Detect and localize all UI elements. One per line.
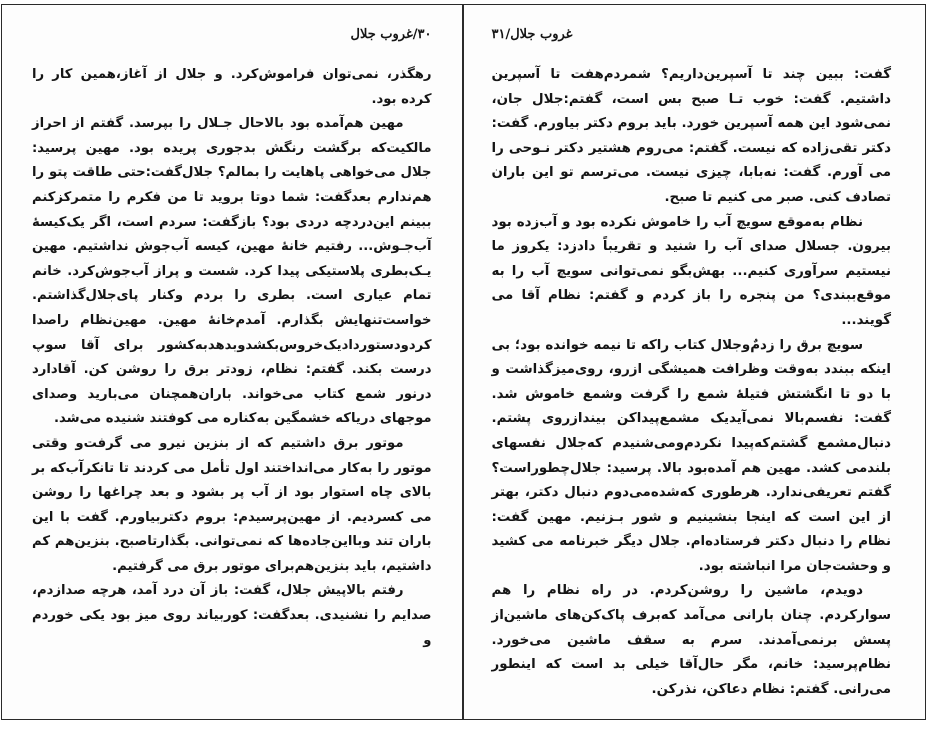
left-page-header: ۳۰/غروب جلال xyxy=(350,27,432,42)
left-paragraph-2: مهین هم‌آمده بود بالاحال جـلال را بپرسد. گفتم از احراز مالکیت‌که برگشت رنگش بدجوری پریده بود. مهین پرسید: جلال می‌خواهی پاهایت را بمالم؟ جلال‌گفت:حتی طاقت پتو را هم‌ندارم بعدگفت: شما دوتا بروید تا من فکرم را متمرکزکنم ببینم این‌دردچه دردی بود؟ بازگفت: سردم است، اگر یک‌کیسهٔ آب‌جـوش... رفتیم خانهٔ مهین، کیسه آب‌جوش نداشتیم. مهین یـک‌بطری پلاستیکی پیدا کرد. شست و پراز آب‌جوش‌کرد. خانم تمام عیاری است. بطری را بردم وکنار پای‌جلال‌گذاشتم. خواست‌تنهایش بگذارم. آمدم‌خانهٔ مهین. مهین‌نظام راصدا کردودستورداد‌یک‌خروس‌بکشدوبدهدبه‌کشور برای آقا سوپ درست بکند. گفتم: نظام، زودتر برق را روشن کن. آقادارد درنور شمع کتاب می‌خواند. باران‌همچنان می‌بارید وصدای موجهای دریاکه خشمگین به‌کناره می کوفتند شنیده می‌شد. xyxy=(32,116,432,427)
right-paragraph-3: سویچ برق را زدم‌ٌوجلال کتاب راکه تا نیمه خوانده بود؛ بی اینکه ببندد به‌وقت وظرافت همیشگی ازرو، روی‌میزگذاشت و با دو تا انگشتش فتیلهٔ شمع را گرفت وشمع خاموش شد. گفت: نفسم‌بالا نمی‌آید‌یک مشمع‌پیداکن بینداز‌روی پشتم. دنبال‌مشمع گشتم‌که‌پیدا نکردم‌و‌می‌شنیدم که‌جلال نفسهای بلندمی کشد. مهین هم آمده‌بود بالا. پرسید: جلال‌چطوراست؟گفتم تعریفی‌ندارد. هرطوری که‌شده‌می‌دوم دنبال دکتر، بهتر از این است که اینجا بنشینیم و شور بـزنیم. مهین گفت: نظام را دنبال دکتر فرستاده‌ام. جلال دیگر خبرنامه می کشید و وحشت‌جان مرا انباشته بود. xyxy=(491,337,891,574)
right-paragraph-4: دویدم، ماشین را روشن‌کردم. در راه نظام را هم سوارکردم. چنان بارانی می‌آمد که‌برف پاک‌کن‌های ماشین‌از پسش برنمی‌آمدند. سرم به سقف ماشین می‌خورد. نظام‌پرسید: خانم، مگر حال‌آقا خیلی بد است که اینطور می‌رانی. گفتم: نظام دعاکن، نذرکن. xyxy=(491,583,891,697)
right-paragraph-1: گفت: ببین چند تا آسپرین‌داریم؟ شمردم‌هفت تا آسپرین داشتیم. گفت: خوب تـا صبح بس است، گفتم:جلال جان، نمی‌شود این همه آسپرین خورد. باید بروم دکتر بیاورم. گفت: دکتر تقی‌زاده که نیست. گفتم: می‌روم هشتیر دکتر نـوحی را می آورم. گفت: نه‌بابا، چیزی نیست. می‌ترسم تو این باران تصادف کنی. صبر می کنیم تا صبح. xyxy=(491,67,891,205)
left-paragraph-1: رهگذر، نمی‌توان فراموش‌کرد. و جلال از آغاز،همین کار را کرده بود. xyxy=(32,67,432,107)
right-page xyxy=(464,5,926,719)
right-paragraph-2: نظام به‌موقع سویچ آب را خاموش نکرده بود و آب‌زده بود بیرون. جسلال صدای آب را شنید و تقریباً دادزد: یکروز ما نیستیم سرآوری کنیم... بهش‌بگو نمی‌توانی سویچ آب را به موقع‌ببندی؟ من پنجره را باز کردم و گفتم: نظام آقا می گویند... xyxy=(491,214,891,328)
left-paragraph-3: موتور برق داشتیم که از بنزین نیرو می گرفت‌و وقتی موتور را به‌کار می‌انداختند اول تأمل می کردند تا تانکرآب‌که بر بالای چاه استوار بود از آب پر بشود و بعد چراغها را روشن می کسردیم. از مهین‌پرسیدم: بروم دکتربیاورم. گفت با این باران تند وبااین‌جاده‌ها که نمی‌توانی. بگذارتاصبح. بنزین‌هم کم داشتیم، باید بنزین‌هم‌برای موتور برق می گرفتیم. xyxy=(32,435,432,574)
book-spread xyxy=(1,4,926,720)
right-page-header: غروب جلال/۳۱ xyxy=(491,27,573,42)
left-paragraph-4: رفتم بالاپیش جلال، گفت: باز آن درد آمد، هرچه صدازدم، صدایم را نشنیدی. بعدگفت: کوربیاند روی میز بود یکی خوردم و xyxy=(32,583,432,648)
left-page xyxy=(2,5,464,719)
